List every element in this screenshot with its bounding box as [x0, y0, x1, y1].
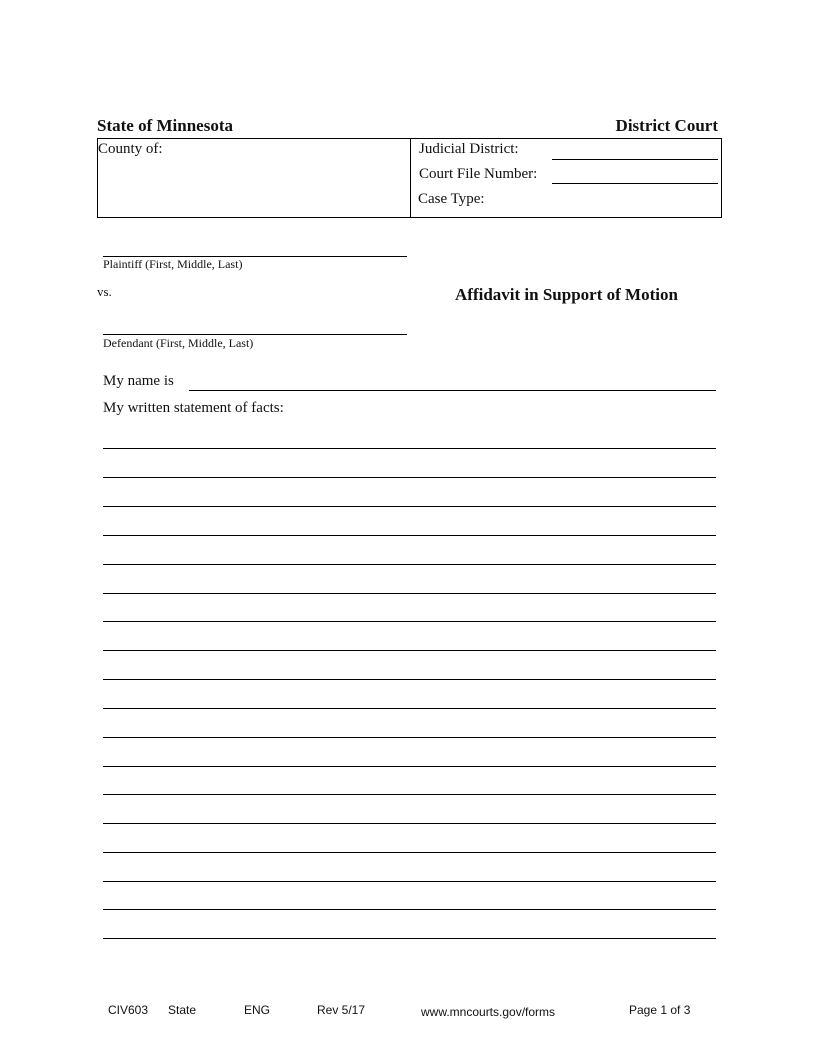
name-label: My name is [103, 373, 174, 389]
court-file-number-label: Court File Number: [419, 166, 538, 182]
state-heading: State of Minnesota [97, 116, 233, 135]
statement-line[interactable] [103, 593, 716, 594]
name-field[interactable] [189, 390, 716, 391]
footer-language: ENG [244, 1003, 271, 1017]
statement-line[interactable] [103, 881, 716, 882]
statement-line[interactable] [103, 650, 716, 651]
case-type-label: Case Type: [418, 191, 485, 207]
judicial-district-label: Judicial District: [419, 141, 519, 157]
vs-label: vs. [97, 284, 112, 299]
statement-line[interactable] [103, 737, 716, 738]
statement-line[interactable] [103, 794, 716, 795]
statement-line[interactable] [103, 708, 716, 709]
statement-line[interactable] [103, 823, 716, 824]
footer-form-id: CIV603 [108, 1003, 149, 1017]
court-file-number-field[interactable] [552, 183, 718, 184]
statement-line[interactable] [103, 477, 716, 478]
statement-line[interactable] [103, 766, 716, 767]
statement-line[interactable] [103, 506, 716, 507]
statement-line[interactable] [103, 621, 716, 622]
statement-line[interactable] [103, 852, 716, 853]
statement-label: My written statement of facts: [103, 400, 284, 416]
statement-line[interactable] [103, 909, 716, 910]
plaintiff-label: Plaintiff (First, Middle, Last) [103, 257, 243, 271]
caption-divider [410, 139, 411, 217]
footer-website: www.mncourts.gov/forms [421, 1005, 556, 1019]
footer-jurisdiction: State [168, 1003, 197, 1017]
judicial-district-field[interactable] [552, 159, 718, 160]
defendant-label: Defendant (First, Middle, Last) [103, 336, 254, 350]
statement-line[interactable] [103, 448, 716, 449]
defendant-field[interactable] [103, 334, 407, 335]
statement-line[interactable] [103, 535, 716, 536]
footer-revision: Rev 5/17 [317, 1003, 366, 1017]
statement-line[interactable] [103, 938, 716, 939]
caption-table [97, 138, 722, 218]
footer-page-number: Page 1 of 3 [629, 1003, 691, 1017]
court-heading: District Court [615, 116, 718, 135]
statement-line[interactable] [103, 679, 716, 680]
document-title: Affidavit in Support of Motion [455, 285, 678, 304]
county-label: County of: [98, 141, 163, 157]
statement-line[interactable] [103, 564, 716, 565]
